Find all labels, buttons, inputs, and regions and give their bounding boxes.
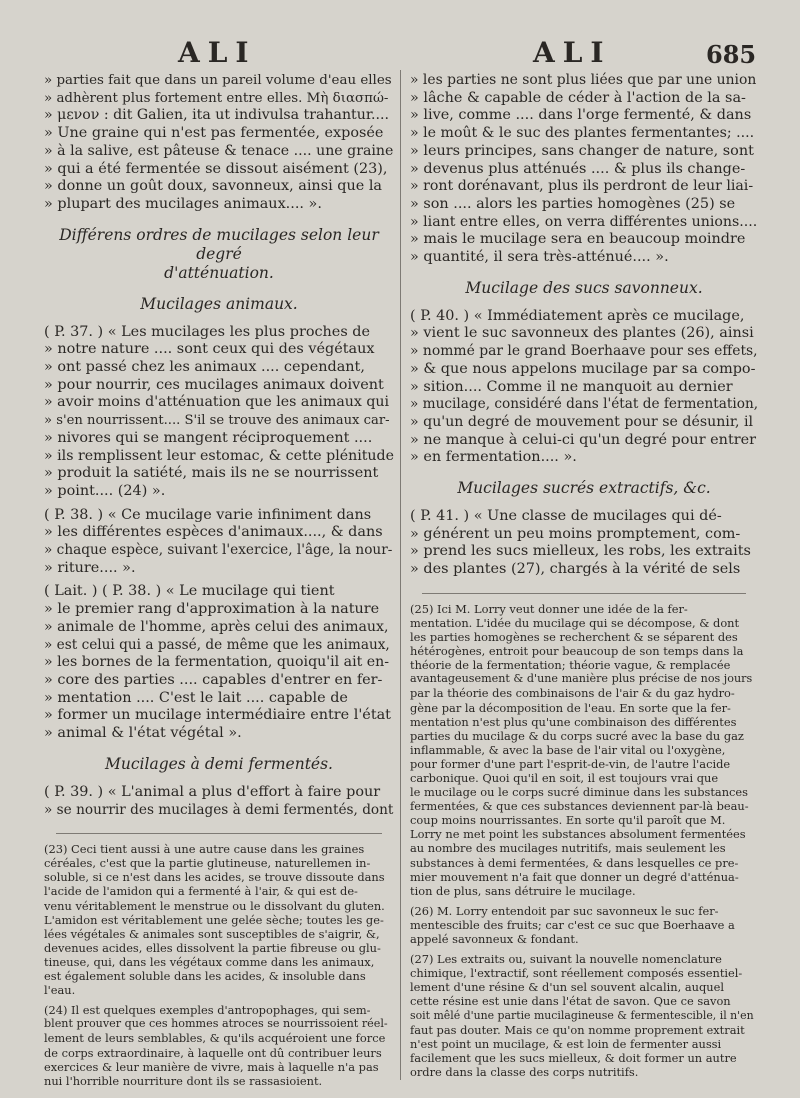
text-line: » ont passé chez les animaux .... cependant, (44, 359, 365, 376)
text-line: ordre dans la classe des corps nutritifs. (410, 1064, 639, 1079)
text-line: ( P. 38. ) « Ce mucilage varie infiniment dans (44, 506, 372, 523)
text-line: d'atténuation. (164, 263, 274, 282)
text-line: » avoir moins d'atténuation que les animaux qui (44, 394, 390, 411)
text-line: lement de leurs semblables, & qu'ils acquéroient une force (44, 1031, 386, 1046)
text-line: » générent un peu moins promptement, com- (410, 525, 741, 542)
text-line: » nommé par le grand Boerhaave pour ses effets, (410, 343, 758, 360)
paragraph-p37 (44, 324, 394, 501)
text-line: ( P. 37. ) « Les mucilages les plus proches de (44, 323, 371, 340)
text-line: inflammable, & avec la base de l'air vital ou l'oxygène, (410, 742, 726, 757)
text-line: devenues acides, elles dissolvent la partie fibreuse ou glu- (44, 940, 381, 955)
text-line: » core des parties .... capables d'entrer en fer- (44, 671, 383, 688)
text-line: coup moins nourrissantes. En sorte qu'il paroît que M. (410, 813, 726, 828)
text-line: » ils remplissent leur estomac, & cette plénitude (44, 447, 394, 464)
text-line: » en fermentation.... ». (410, 449, 577, 466)
text-line: (27) Les extraits ou, suivant la nouvelle nomenclature (410, 952, 722, 967)
text-line: (25) Ici M. Lorry veut donner une idée de la fer- (410, 601, 688, 616)
text-line: les parties homogènes se recherchent & se séparent des (410, 630, 738, 645)
text-line: » devenus plus atténués .... & plus ils change- (410, 160, 746, 177)
text-line: » son .... alors les parties homogènes (25) se (410, 195, 736, 212)
text-line: mentescible des fruits; car c'est ce suc que Boerhaave a (410, 917, 735, 932)
text-line: » animale de l'homme, après celui des animaux, (44, 618, 389, 635)
text-line: » qu'un degré de mouvement pour se désunir, il (410, 413, 754, 430)
text-line: » plupart des mucilages animaux.... ». (44, 195, 322, 212)
text-line: » pour nourrir, ces mucilages animaux doivent (44, 376, 384, 393)
text-line: » point.... (24) ». (44, 482, 166, 499)
left-intro-paragraph (44, 72, 394, 214)
text-line: » liant entre elles, on verra différentes unions.... (410, 213, 758, 230)
text-line: » produit la satiété, mais ils ne se nourrissent (44, 465, 379, 482)
text-line: » & que nous appelons mucilage par sa compo- (410, 360, 756, 377)
text-line: » μενον : dit Galien, ita ut indivulsa trahantur.... (44, 107, 390, 124)
page-number: 685 (706, 40, 757, 69)
text-line: de corps extraordinaire, à laquelle ont dû contribuer leurs (44, 1045, 382, 1060)
text-line: le mucilage ou le corps sucré diminue dans les substances (410, 785, 749, 800)
left-column (44, 72, 394, 1094)
text-line: Différens ordres de mucilages selon leur degré (59, 225, 379, 263)
text-line: » ront dorénavant, plus ils perdront de leur liai- (410, 178, 754, 195)
text-line: l'eau. (44, 983, 76, 998)
heading-text: Mucilages animaux. (140, 294, 298, 313)
text-line: venu véritablement le menstrue ou le dissolvant du gluten. (44, 898, 385, 913)
text-line: » mentation .... C'est le lait .... capable de (44, 689, 348, 706)
text-line: mentation. L'idée du mucilage qui se décompose, & dont (410, 615, 740, 630)
footnote-27 (410, 952, 758, 1079)
paragraph-p40 (410, 308, 758, 467)
text-line: mentation n'est plus qu'une combinaison des différentes (410, 714, 737, 729)
text-line: par la théorie des combinaisons de l'air & du gaz hydro- (410, 686, 735, 701)
text-line: » vient le suc savonneux des plantes (26), ainsi (410, 325, 754, 342)
text-line: » le moût & le suc des plantes fermentantes; .... (410, 125, 755, 142)
text-line: soit mêlé d'une partie mucilagineuse & fermentescible, il n'en (410, 1008, 754, 1022)
footnote-25 (410, 602, 758, 898)
text-line: » chaque espèce, suivant l'exercice, l'âge, la nour- (44, 542, 393, 559)
text-line: théorie de la fermentation; théorie vague, & remplacée (410, 658, 731, 673)
text-line: ( P. 39. ) « L'animal a plus d'effort à faire pour (44, 783, 381, 800)
text-line: lement d'une résine & d'un sel souvent alcalin, auquel (410, 980, 724, 995)
text-line: » prend les sucs mielleux, les robs, les extraits (410, 543, 751, 560)
text-line: » Une graine qui n'est pas fermentée, exposée (44, 125, 384, 142)
text-line: soluble, si ce n'est dans les acides, se trouve dissoute dans (44, 870, 385, 885)
text-line: » mucilage, considéré dans l'état de fermentation, (410, 396, 758, 413)
text-line: l'acide de l'amidon qui a fermenté à l'air, & qui est de- (44, 884, 358, 899)
text-line: substances à demi fermentées, & dans lesquelles ce pre- (410, 855, 739, 870)
heading-text: Mucilages sucrés extractifs, &c. (457, 479, 711, 498)
text-line: ( Lait. ) ( P. 38. ) « Le mucilage qui tient (44, 583, 335, 600)
section-heading-orders (44, 226, 394, 283)
footnote-24 (44, 1003, 394, 1088)
text-line: hétérogènes, entroit pour beaucoup de son temps dans la (410, 644, 744, 659)
text-line: faut pas douter. Mais ce qu'on nomme proprement extrait (410, 1022, 745, 1037)
text-line: (26) M. Lorry entendoit par suc savonneux le suc fer- (410, 903, 719, 918)
text-line: tion de plus, sans détruire le mucilage. (410, 883, 636, 898)
text-line: nui l'horrible nourriture dont ils se rassasioient. (44, 1073, 323, 1088)
paragraph-p41 (410, 508, 758, 579)
text-line: » se nourrir des mucilages à demi fermentés, dont (44, 801, 394, 818)
text-line: (23) Ceci tient aussi à une autre cause dans les graines (44, 842, 365, 857)
section-heading-animal-mucilages (44, 295, 394, 314)
text-line: n'est point un mucilage, & est loin de fermenter aussi (410, 1036, 722, 1051)
text-line: gène par la décomposition de l'eau. En sorte que la fer- (410, 700, 731, 715)
header-left-title: ALI (178, 36, 257, 69)
text-line: au nombre des mucilages nutritifs, mais seulement les (410, 841, 726, 856)
text-line: » nivores qui se mangent réciproquement .... (44, 429, 373, 446)
text-line: céréales, c'est que la partie glutineuse, naturellemen in- (44, 856, 371, 871)
text-line: (24) Il est quelques exemples d'antropophages, qui sem- (44, 1003, 371, 1018)
right-intro-paragraph (410, 72, 758, 267)
text-line: » s'en nourrissent.... S'il se trouve des animaux car- (44, 413, 390, 429)
text-line: » ne manque à celui-ci qu'un degré pour entrer (410, 431, 757, 448)
right-column (410, 72, 758, 1085)
text-line: mier mouvement n'a fait que donner un degré d'atténua- (410, 869, 739, 884)
text-line: » est celui qui a passé, de même que les animaux, (44, 636, 390, 653)
text-line: » adhèrent plus fortement entre elles. Μὴ διασπώ- (44, 90, 389, 106)
text-line: L'amidon est véritablement une gelée sèche; toutes les ge- (44, 912, 384, 927)
text-line: » sition.... Comme il ne manquoit au dernier (410, 378, 733, 395)
text-line: cette résine est unie dans l'état de savon. Que ce savon (410, 994, 731, 1009)
text-line: » quantité, il sera très-atténué.... ». (410, 249, 669, 266)
text-line: tineuse, qui, dans les végétaux comme dans les animaux, (44, 954, 375, 969)
running-header (0, 36, 800, 70)
text-line: blent prouver que ces hommes atroces se nourrissoient réel- (44, 1017, 388, 1031)
text-line: » leurs principes, sans changer de nature, sont (410, 142, 754, 159)
text-line: pour former d'une part l'esprit-de-vin, de l'autre l'acide (410, 756, 731, 771)
text-line: carbonique. Quoi qu'il en soit, il est toujours vrai que (410, 771, 719, 785)
text-line: » parties fait que dans un pareil volume d'eau elles (44, 73, 392, 88)
column-divider (400, 70, 401, 1080)
text-line: Lorry ne met point les substances absolument fermentées (410, 827, 746, 842)
text-line: parties du mucilage & du corps sucré avec la base du gaz (410, 728, 744, 743)
text-line: » mais le mucilage sera en beaucoup moindre (410, 231, 746, 248)
text-line: » les parties ne sont plus liées que par une union (410, 72, 757, 88)
text-line: » riture.... ». (44, 559, 136, 576)
text-line: » qui a été fermentée se dissout aisément (23), (44, 160, 388, 177)
text-line: facilement que les sucs mielleux, & doit former un autre (410, 1050, 737, 1065)
text-line: exercices & leur manière de vivre, mais à laquelle n'a pas (44, 1059, 379, 1074)
footnote-rule (422, 593, 746, 594)
heading-text: Mucilages à demi fermentés. (105, 754, 333, 773)
text-line: » des plantes (27), chargés à la vérité de sels (410, 561, 741, 578)
text-line: » les bornes de la fermentation, quoiqu'il ait en- (44, 654, 390, 671)
footnote-rule (56, 833, 382, 834)
text-line: » lâche & capable de céder à l'action de la sa- (410, 89, 746, 106)
paragraph-p38 (44, 507, 394, 578)
text-line: » live, comme .... dans l'orge fermenté, & dans (410, 107, 752, 124)
section-heading-soapy-juices (410, 279, 758, 298)
paragraph-lait (44, 583, 394, 742)
text-line: ( P. 41. ) « Une classe de mucilages qui dé- (410, 508, 722, 525)
text-line: » animal & l'état végétal ». (44, 725, 242, 742)
text-line: ( P. 40. ) « Immédiatement après ce mucilage, (410, 307, 745, 324)
header-right-title: ALI (533, 36, 612, 69)
text-line: lées végétales & animales sont susceptibles de s'aigrir, &, (44, 926, 380, 941)
text-line: est également soluble dans les acides, & insoluble dans (44, 969, 366, 984)
text-line: » notre nature .... sont ceux qui des végétaux (44, 341, 375, 358)
text-line: appelé savonneux & fondant. (410, 932, 579, 947)
text-line: chimique, l'extractif, sont réellement composés essentiel- (410, 966, 743, 981)
footnote-23 (44, 842, 394, 997)
heading-text: Mucilage des sucs savonneux. (465, 278, 703, 297)
text-line: » former un mucilage intermédiaire entre l'état (44, 707, 391, 724)
text-line: » à la salive, est pâteuse & tenace .... une graine (44, 142, 394, 159)
text-line: » les différentes espèces d'animaux...., & dans (44, 524, 383, 541)
text-line: fermentées, & que ces substances deviennent par-là beau- (410, 799, 749, 814)
paragraph-p39 (44, 784, 394, 819)
section-heading-half-fermented (44, 755, 394, 774)
text-line: avantageusement & d'une manière plus précise de nos jours (410, 672, 753, 686)
section-heading-sugary-extractives (410, 479, 758, 498)
text-line: » le premier rang d'approximation à la nature (44, 601, 380, 618)
text-line: » donne un goût doux, savonneux, ainsi que la (44, 178, 383, 195)
footnote-26 (410, 904, 758, 946)
